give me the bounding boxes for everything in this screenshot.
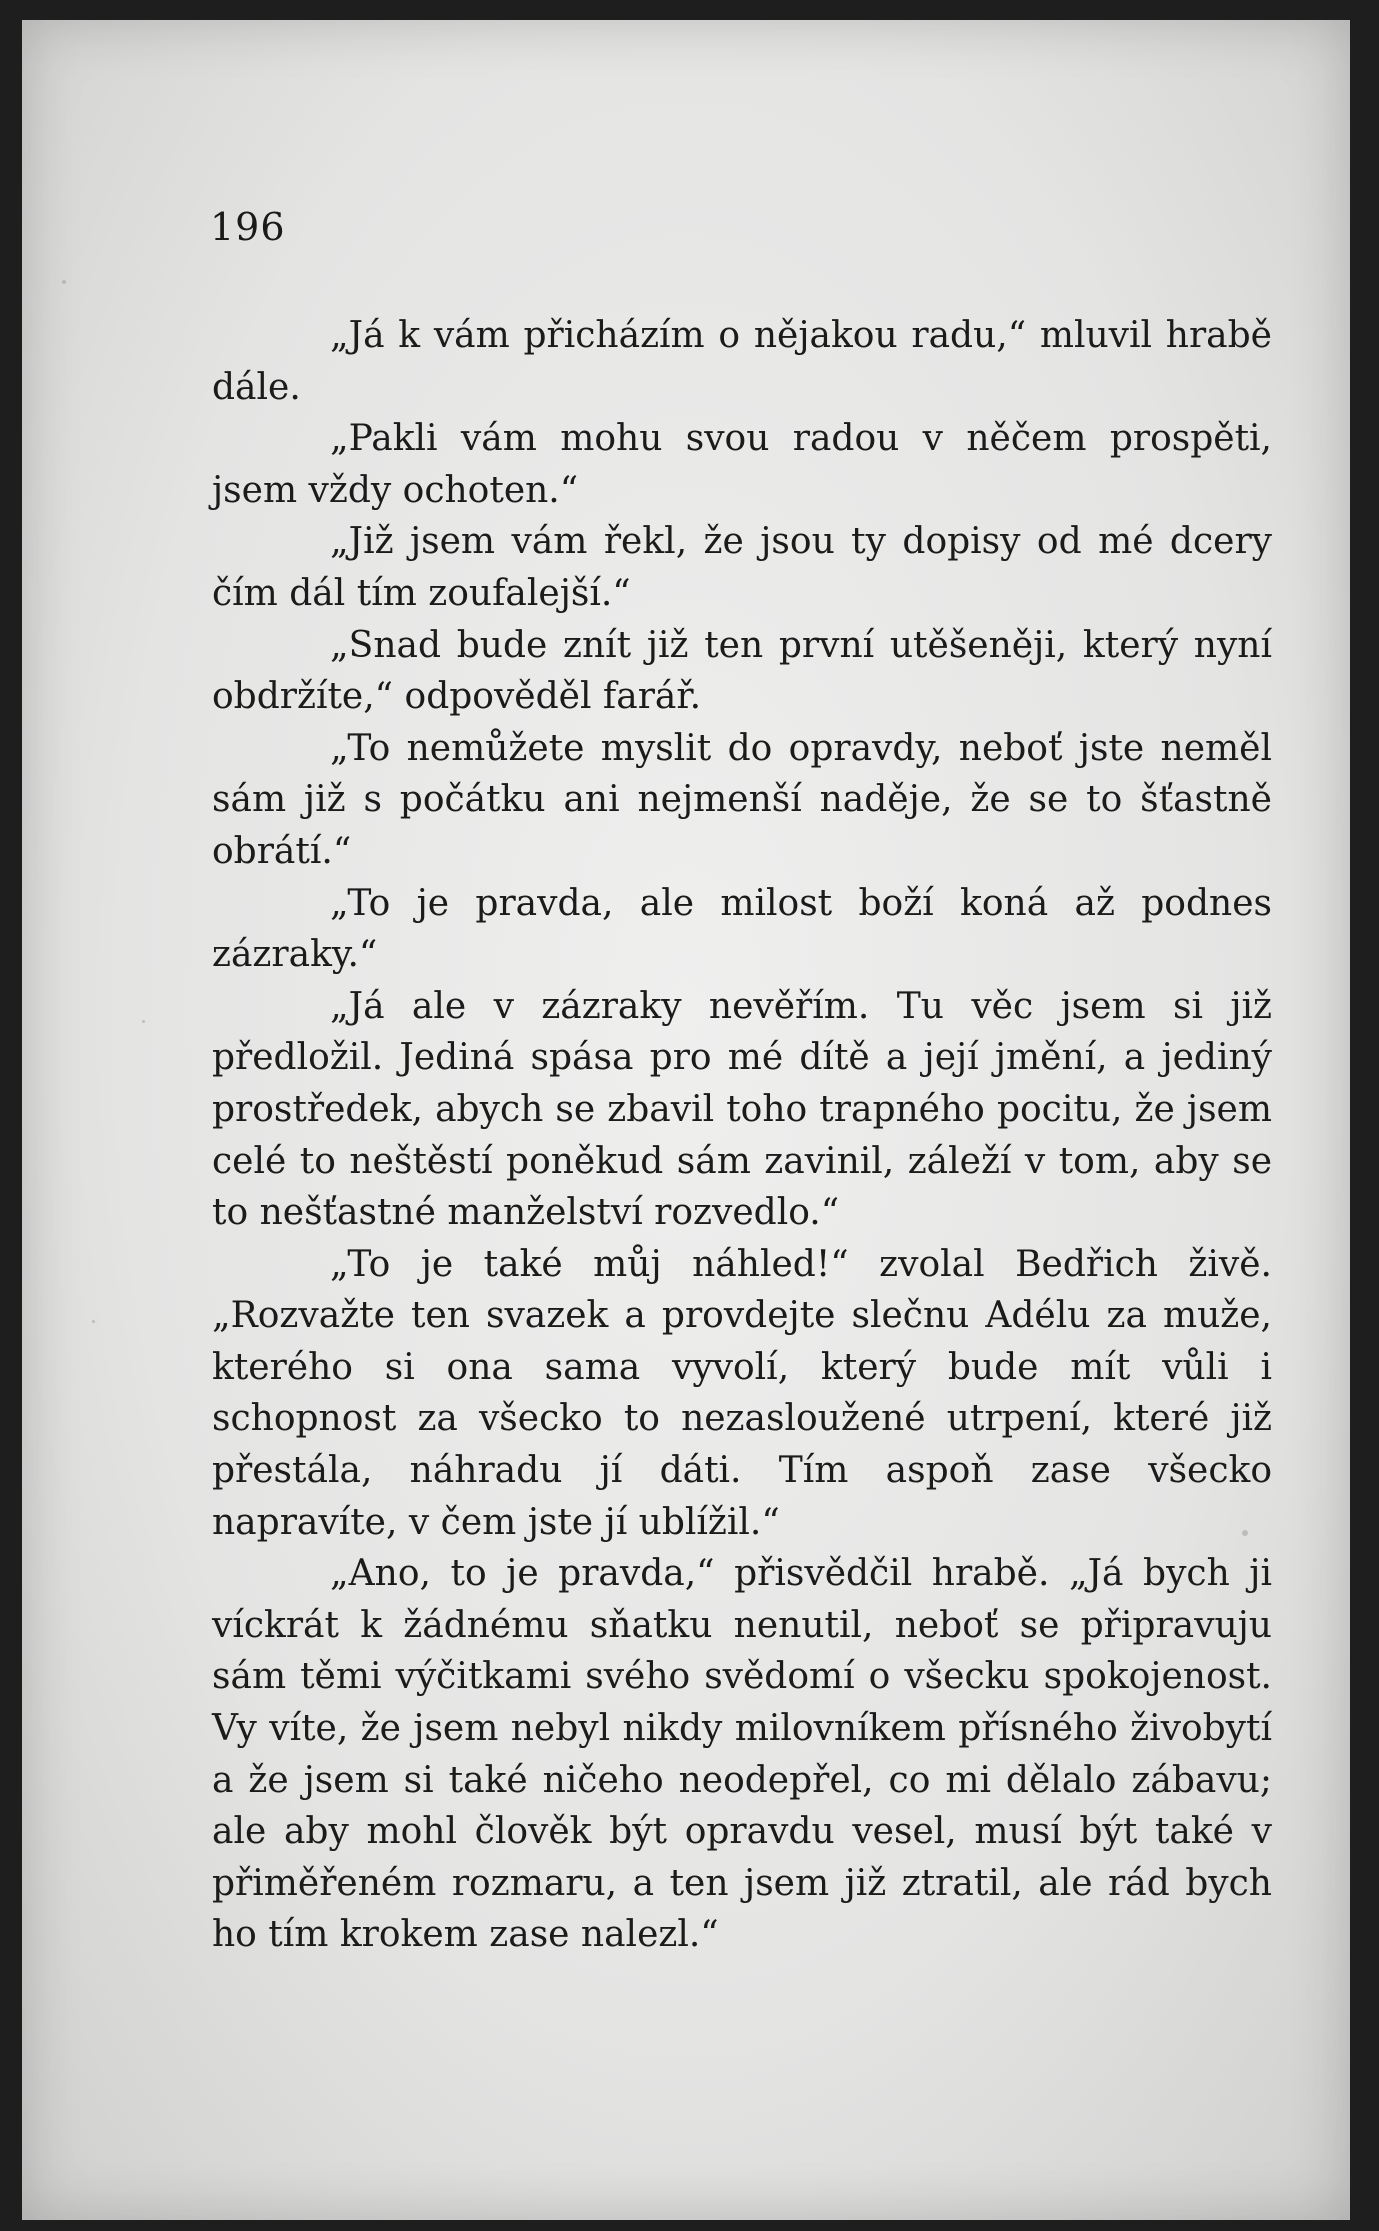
paragraph: „Já ale v zázraky nevěřím. Tu věc jsem si již předložil. Jediná spása pro mé dítě a její jmění, a jediný prostředek, abych se zbavil toho trapného pocitu, že jsem celé to neštěstí poněkud sám zavinil, záleží v tom, aby se to nešťastné manželství rozvedlo.“ (212, 985, 1272, 1234)
paragraph: „Snad bude znít již ten první utěšeněji, který nyní obdržíte,“ odpověděl farář. (212, 624, 1272, 718)
paper-speck (92, 1320, 95, 1323)
paragraph: „Již jsem vám řekl, že jsou ty dopisy od mé dcery čím dál tím zoufalejší.“ (212, 521, 1272, 614)
paper-speck (142, 1020, 145, 1023)
paragraph: „To je pravda, ale milost boží koná až podnes zázraky.“ (212, 882, 1272, 976)
paragraph: „To nemůžete myslit do opravdy, neboť jste neměl sám již s počátku ani nejmenší naděje, že se to šťastně obrátí.“ (212, 727, 1272, 872)
paragraph: „Ano, to je pravda,“ přisvědčil hrabě. „Já bych ji víckrát k žádnému sňatku nenutil, neboť se připravuju sám těmi výčitkami svého svědomí o všecku spokojenost. Vy víte, že jsem nebyl nikdy milovníkem přísného živobytí a že jsem si také ničeho neodepřel, co mi dělalo zábavu; ale aby mohl člověk být opravdu vesel, musí být také v přiměřeném rozmaru, a ten jsem již ztratil, ale rád bych ho tím krokem zase nalezl.“ (212, 1553, 1272, 1956)
paragraph: „Já k vám přicházím o nějakou radu,“ mluvil hrabě dále. (212, 315, 1272, 408)
paragraph: „To je také můj náhled!“ zvolal Bedřich živě. „Rozvažte ten svazek a provdejte slečnu Adélu za muže, kterého si ona sama vyvolí, který bude mít vůli i schopnost za všecko to nezasloužené utrpení, které již přestála, náhradu jí dáti. Tím aspoň zase všecko napravíte, v čem jste jí ublížil.“ (212, 1243, 1272, 1543)
paper-speck (62, 280, 66, 284)
body-text (212, 310, 1272, 1961)
page-number: 196 (210, 205, 286, 249)
paragraph: „Pakli vám mohu svou radou v něčem prospěti, jsem vždy ochoten.“ (212, 418, 1272, 511)
